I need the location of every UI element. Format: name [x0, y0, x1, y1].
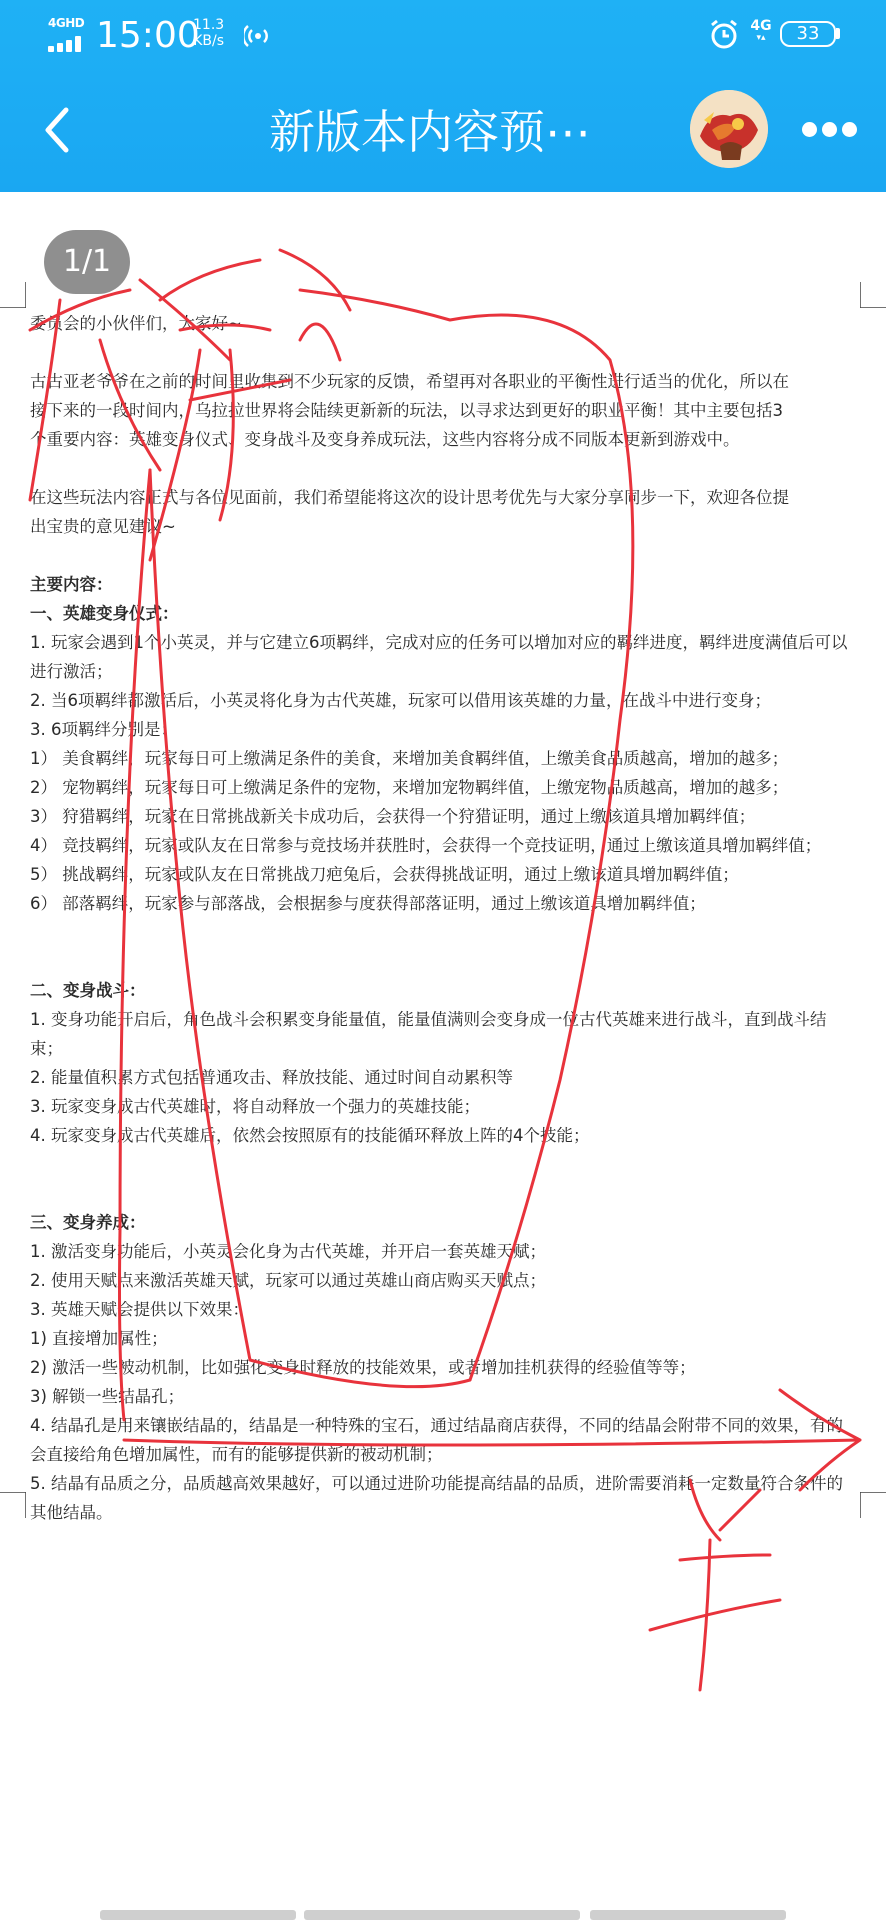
section-heading: 二、变身战斗：	[30, 981, 146, 1000]
page-corner-bottom-right	[860, 1492, 886, 1518]
document-line: 会直接给角色增加属性，而有的能够提供新的被动机制；	[30, 1445, 443, 1464]
document-line: 6） 部落羁绊，玩家参与部落战，会根据参与度获得部落证明，通过上缴该道具增加羁绊值；	[30, 894, 706, 913]
network-type: 4GHD	[48, 16, 85, 30]
document-line: 2. 使用天赋点来激活英雄天赋，玩家可以通过英雄山商店购买天赋点；	[30, 1271, 546, 1290]
avatar[interactable]	[690, 90, 768, 168]
clock: 15:00	[96, 15, 200, 56]
document-line: 5. 结晶有品质之分，品质越高效果越好，可以通过进阶功能提高结晶的品质，进阶需要消耗一定数量符合条件的	[30, 1474, 843, 1493]
back-button[interactable]	[36, 100, 80, 160]
document-line: 4. 结晶孔是用来镶嵌结晶的，结晶是一种特殊的宝石，通过结晶商店获得，不同的结晶会附带不同的效果，有的	[30, 1416, 843, 1435]
network-speed-value: 11.3	[193, 17, 225, 33]
document-line: 接下来的一段时间内，乌拉拉世界将会陆续更新新的玩法，以寻求达到更好的职业平衡！其中主要包括3	[30, 401, 783, 420]
app-header	[0, 0, 886, 192]
document-line: 古古亚老爷爷在之前的时间里收集到不少玩家的反馈，希望再对各职业的平衡性进行适当的优化，所以在	[30, 372, 789, 391]
document-line: 2. 当6项羁绊都激活后，小英灵将化身为古代英雄，玩家可以借用该英雄的力量，在战斗中进行变身；	[30, 691, 771, 710]
document-line: 3) 解锁一些结晶孔；	[30, 1387, 185, 1406]
network-speed	[193, 17, 224, 49]
alarm-icon	[708, 18, 740, 50]
status-bar	[0, 0, 886, 70]
document-line: 出宝贵的意见建议~	[30, 517, 176, 536]
network-speed-unit: KB/s	[193, 33, 224, 49]
wifi-hotspot-icon	[244, 20, 272, 48]
document-line: 2) 激活一些被动机制，比如强化变身时释放的技能效果，或者增加挂机获得的经验值等等；	[30, 1358, 696, 1377]
page-corner-bottom-left	[0, 1492, 26, 1518]
document-line: 束；	[30, 1039, 63, 1058]
page-indicator: 1/1	[44, 230, 130, 294]
bottom-bar-segment-left	[100, 1910, 296, 1920]
document-line: 在这些玩法内容正式与各位见面前，我们希望能将这次的设计思考优先与大家分享同步一下，欢迎各位提	[30, 488, 789, 507]
document-line: 3. 玩家变身成古代英雄时，将自动释放一个强力的英雄技能；	[30, 1097, 480, 1116]
section-heading: 主要内容：	[30, 575, 113, 594]
document-line: 1. 激活变身功能后，小英灵会化身为古代英雄，并开启一套英雄天赋；	[30, 1242, 546, 1261]
network-type-right: 4G ▾▴	[748, 18, 774, 42]
document-line: 4. 玩家变身成古代英雄后，依然会按照原有的技能循环释放上阵的4个技能；	[30, 1126, 590, 1145]
document-line: 4） 竞技羁绊，玩家或队友在日常参与竞技场并获胜时，会获得一个竞技证明，通过上缴该道具增加羁绊值；	[30, 836, 822, 855]
section-heading: 一、英雄变身仪式：	[30, 604, 179, 623]
bottom-bar-segment-middle	[304, 1910, 580, 1920]
page-corner-top-left	[0, 282, 26, 308]
document-line: 2） 宠物羁绊，玩家每日可上缴满足条件的宠物，来增加宠物羁绊值，上缴宠物品质越高，增加的越多；	[30, 778, 789, 797]
section-heading: 三、变身养成：	[30, 1213, 146, 1232]
bottom-bar-segment-right	[590, 1910, 786, 1920]
document-line: 3. 英雄天赋会提供以下效果：	[30, 1300, 249, 1319]
page-corner-top-right	[860, 282, 886, 308]
page-title: 新版本内容预⋯	[269, 105, 591, 159]
chevron-left-icon	[48, 110, 66, 150]
document-line: 个重要内容：英雄变身仪式、变身战斗及变身养成玩法，这些内容将分成不同版本更新到游戏中。	[30, 430, 740, 449]
battery-tip	[836, 28, 840, 39]
document-line: 3. 6项羁绊分别是：	[30, 720, 177, 739]
document-line: 5） 挑战羁绊，玩家或队友在日常挑战刀疤兔后，会获得挑战证明，通过上缴该道具增加羁绊值；	[30, 865, 739, 884]
document-line: 1) 直接增加属性；	[30, 1329, 168, 1348]
document-line: 进行激活；	[30, 662, 113, 681]
document-line: 1） 美食羁绊，玩家每日可上缴满足条件的美食，来增加美食羁绊值，上缴美食品质越高，增加的越多；	[30, 749, 789, 768]
more-button[interactable]	[800, 114, 860, 144]
document-line: 1. 玩家会遇到1个小英灵，并与它建立6项羁绊，完成对应的任务可以增加对应的羁绊进度，羁绊进度满值后可以	[30, 633, 848, 652]
signal-icon	[48, 16, 88, 52]
document-line: 2. 能量值积累方式包括普通攻击、释放技能、通过时间自动累积等	[30, 1068, 513, 1087]
document-line: 1. 变身功能开启后，角色战斗会积累变身能量值，能量值满则会变身成一位古代英雄来进行战斗，直到战斗结	[30, 1010, 827, 1029]
document-line: 其他结晶。	[30, 1503, 113, 1522]
network-type-right-label: 4G	[750, 18, 772, 34]
document-line: 委员会的小伙伴们，大家好~	[30, 314, 242, 333]
document-line: 3） 狩猎羁绊，玩家在日常挑战新关卡成功后，会获得一个狩猎证明，通过上缴该道具增加羁绊值；	[30, 807, 756, 826]
battery-icon: 33	[780, 21, 836, 47]
